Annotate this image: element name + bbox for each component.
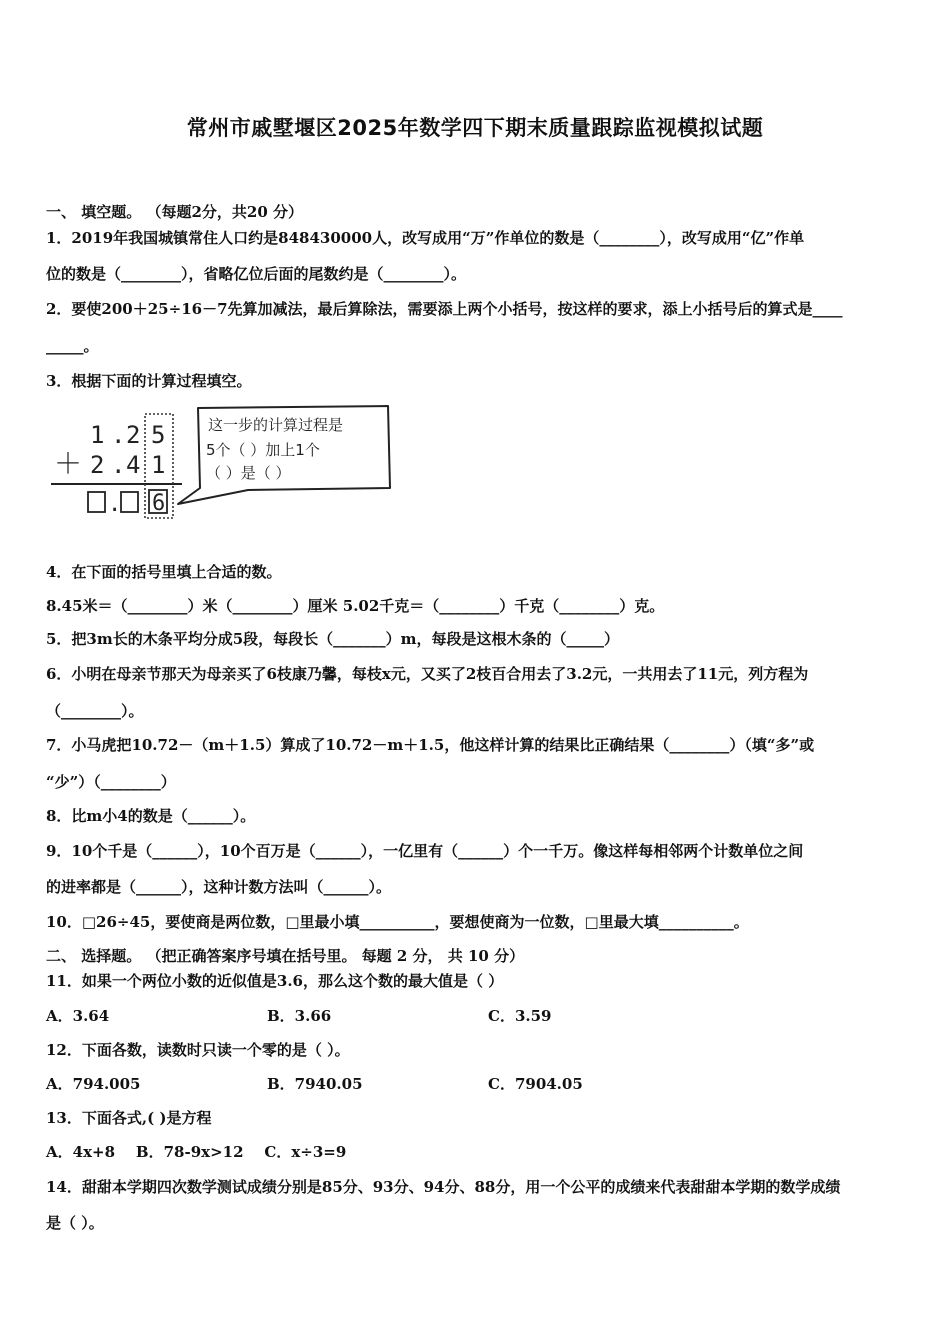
plus-sign: ＋ [54,447,83,480]
bubble-line-1: 这一步的计算过程是 [208,416,344,434]
addition-figure-svg [48,400,398,525]
addition-figure [48,400,398,525]
question-12-option-c: C．7904.05 [488,1075,583,1093]
section-1-heading: 一、 填空题。 （每题2分，共20 分） [46,203,303,221]
question-11-option-c: C．3.59 [488,1007,552,1025]
question-14-line-1: 14．甜甜本学期四次数学测试成绩分别是85分、93分、94分、88分，用一个公平的成绩来代表甜甜本学期的数学成绩 [46,1178,841,1196]
row2-digit-1: 2 [90,451,105,479]
row1-digit-1: 1 [90,421,105,449]
question-1-line-2: 位的数是（________），省略亿位后面的尾数约是（________）。 [46,265,467,283]
question-9-line-2: 的进率都是（______），这种计数方法叫（______）。 [46,878,392,896]
question-11-text: 11．如果一个两位小数的近似值是3.6，那么这个数的最大值是（ ） [46,972,504,990]
result-box-1 [88,492,105,512]
question-7-line-2: “少”）（________） [46,773,176,791]
question-13-options: A．4x+8 B．78-9x>12 C．x÷3=9 [46,1143,347,1161]
question-2-line-1: 2．要使200＋25÷16－7先算加减法，最后算除法，需要添上两个小括号，按这样的要求，添上小括号后的算式是____ [46,300,843,318]
question-4-line-2: 8.45米＝（________）米（________）厘米 5.02千克＝（________）千克（________）克。 [46,597,665,615]
question-3-text: 3．根据下面的计算过程填空。 [46,372,252,390]
row1-digit-3: 5 [151,421,166,449]
question-10-text: 10．□26÷45，要使商是两位数，□里最小填__________，要想使商为一位数，□里最大填__________。 [46,913,749,931]
question-1-line-1: 1．2019年我国城镇常住人口约是848430000人，改写成用“万”作单位的数是（________），改写成用“亿”作单 [46,229,805,247]
row2-dot: . [111,451,126,479]
result-dot: . [108,492,122,517]
question-12-option-b: B．7940.05 [267,1075,363,1093]
question-9-line-1: 9．10个千是（______），10个百万是（______），一亿里有（______）个一千万。像这样每相邻两个计数单位之间 [46,842,804,860]
question-6-line-1: 6．小明在母亲节那天为母亲买了6枝康乃馨，每枝x元，又买了2枝百合用去了3.2元，一共用去了11元，列方程为 [46,665,809,683]
question-6-line-2: （________）。 [46,702,144,720]
page-title: 常州市戚墅堰区2025年数学四下期末质量跟踪监视模拟试题 [186,116,764,140]
question-12-option-a: A．794.005 [46,1075,141,1093]
question-12-text: 12．下面各数，读数时只读一个零的是（ ）。 [46,1041,350,1059]
question-5-text: 5．把3m长的木条平均分成5段，每段长（_______）m，每段是这根木条的（_____） [46,630,620,648]
question-11-option-a: A．3.64 [46,1007,110,1025]
question-4-text: 4．在下面的括号里填上合适的数。 [46,563,282,581]
row1-dot: . [111,421,126,449]
section-2-heading: 二、 选择题。 （把正确答案序号填在括号里。 每题 2 分， 共 10 分） [46,947,525,965]
bubble-line-3: （ ）是（ ） [206,464,291,482]
question-2-line-2: _____。 [46,337,99,355]
row1-digit-2: 2 [126,421,141,449]
bubble-line-2: 5个（ ）加上1个 [206,441,320,459]
question-8-text: 8．比m小4的数是（______）。 [46,807,256,825]
row2-digit-3: 1 [151,451,166,479]
question-14-line-2: 是（ ）。 [46,1214,104,1232]
result-digit: 6 [152,491,166,516]
result-box-2 [121,492,138,512]
question-13-text: 13．下面各式,( )是方程 [46,1109,212,1127]
question-7-line-1: 7．小马虎把10.72－（m＋1.5）算成了10.72－m＋1.5，他这样计算的结果比正确结果（________）（填“多”或 [46,736,815,754]
row2-digit-2: 4 [126,451,141,479]
question-11-option-b: B．3.66 [267,1007,332,1025]
